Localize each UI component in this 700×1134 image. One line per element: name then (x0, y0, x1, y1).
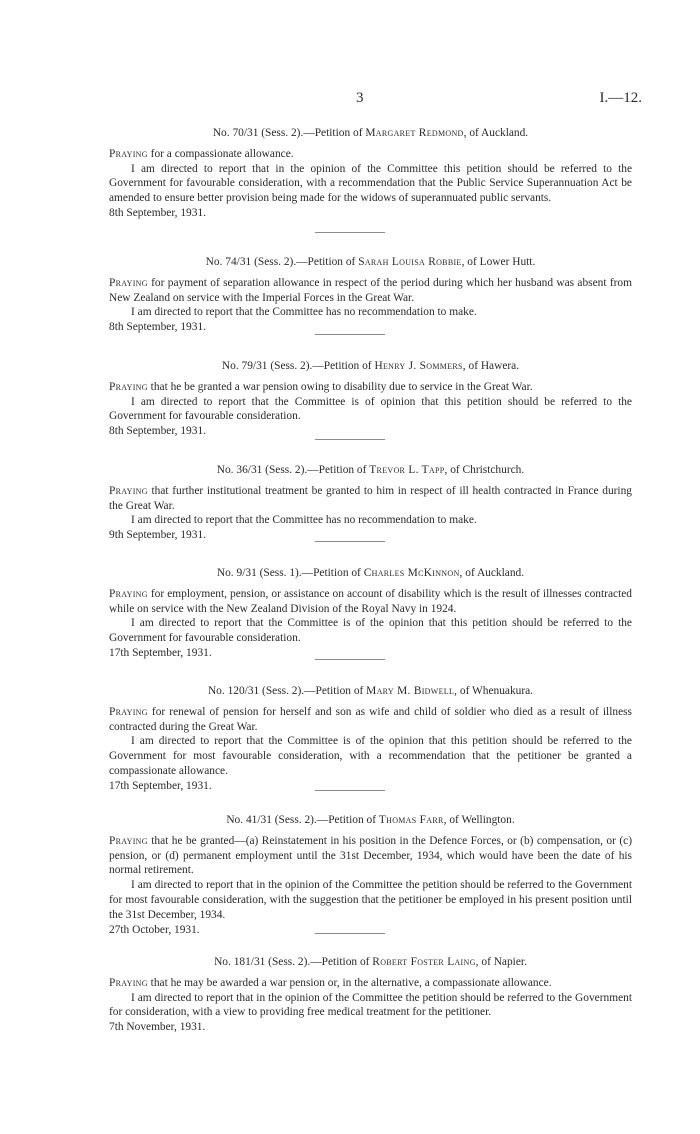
petition-title: No. 181/31 (Sess. 2).—Petition of Robert Foster Laing, of Napier. (214, 956, 527, 968)
committee-report: I am directed to report that in the opinion of the Committee the petition should be referred to the Government for consideration, with a view to providing free medical treatment for the petitioner. (109, 991, 632, 1019)
section-divider (315, 790, 385, 791)
committee-report: I am directed to report that the Committee has no recommendation to make. (131, 306, 477, 319)
petitioner-name: Henry J. Sommers (374, 360, 463, 372)
petitioner-name: Thomas Farr (378, 814, 444, 826)
petitioner-name: Mary M. Bidwell (366, 685, 455, 697)
petition-title: No. 74/31 (Sess. 2).—Petition of Sarah Louisa Robbie, of Lower Hutt. (205, 256, 536, 268)
report-date: 8th September, 1931. (109, 425, 206, 438)
petition-entry (109, 684, 632, 794)
petitioner-name: Trevor L. Tapp (369, 464, 445, 476)
petition-title: No. 41/31 (Sess. 2).—Petition of Thomas Farr, of Wellington. (226, 814, 515, 826)
petition-body (109, 380, 632, 439)
report-date: 27th October, 1931. (109, 923, 200, 936)
petitioner-name: Sarah Louisa Robbie (358, 256, 462, 268)
section-divider (315, 439, 385, 440)
praying-clause: Praying that he be granted—(a) Reinstatement in his position in the Defence Forces, or (b) compensation, or (c) pension, or (d) permanent employment until the 31st December, 1934, which would have been the date of his normal retirement. (109, 834, 632, 877)
petition-entry (109, 463, 632, 543)
committee-report: I am directed to report that the Committee has no recommendation to make. (131, 514, 477, 527)
petition-title: No. 70/31 (Sess. 2).—Petition of Margaret Redmond, of Auckland. (212, 127, 529, 139)
petition-body (109, 147, 632, 221)
praying-clause: Praying for a compassionate allowance. (109, 147, 294, 160)
report-date: 9th September, 1931. (109, 529, 206, 542)
praying-clause: Praying that further institutional treatment be granted to him in respect of ill health contracted in France during the Great War. (109, 484, 632, 512)
praying-clause: Praying for renewal of pension for herself and son as wife and child of soldier who died as a result of illness contracted during the Great War. (109, 705, 632, 733)
document-reference: I.—12. (599, 90, 642, 106)
petition-entry (109, 126, 632, 221)
report-date: 8th September, 1931. (109, 321, 206, 334)
petition-body (109, 276, 632, 335)
petition-body (109, 976, 632, 1035)
section-divider (315, 232, 385, 233)
report-date: 17th September, 1931. (109, 647, 212, 660)
petition-entry (109, 359, 632, 439)
praying-clause: Praying for payment of separation allowance in respect of the period during which her husband was absent from New Zealand on service with the Imperial Forces in the Great War. (109, 276, 632, 304)
petitioner-name: Margaret Redmond (365, 127, 464, 139)
petitioner-name: Robert Foster Laing (372, 956, 476, 968)
committee-report: I am directed to report that the Committee is of the opinion that this petition should be referred to the Government for most favourable consideration, with a recommendation that the petitioner be granted a compassionate allowance. (109, 735, 632, 778)
petition-entry (109, 813, 632, 938)
praying-clause: Praying that he may be awarded a war pension or, in the alternative, a compassionate allowance. (109, 976, 552, 989)
section-divider (315, 933, 385, 934)
petition-entry (109, 955, 632, 1035)
praying-clause: Praying that he be granted a war pension owing to disability due to service in the Great War. (109, 380, 533, 393)
petition-body (109, 484, 632, 543)
petition-title: No. 79/31 (Sess. 2).—Petition of Henry J. Sommers, of Hawera. (221, 360, 520, 372)
report-date: 17th September, 1931. (109, 779, 212, 792)
petition-title: No. 36/31 (Sess. 2).—Petition of Trevor L. Tapp, of Christchurch. (216, 464, 525, 476)
petition-entry (109, 255, 632, 335)
petition-body (109, 705, 632, 794)
report-date: 7th November, 1931. (109, 1021, 206, 1034)
petition-body (109, 587, 632, 661)
petition-entry (109, 566, 632, 661)
page-number: 3 (356, 90, 364, 106)
committee-report: I am directed to report that the Committee is of the opinion that this petition should be referred to the Government for favourable consideration. (109, 617, 632, 645)
section-divider (315, 659, 385, 660)
report-date: 8th September, 1931. (109, 207, 206, 220)
praying-clause: Praying for employment, pension, or assistance on account of disability which is the result of illnesses contracted while on service with the New Zealand Division of the Royal Navy in 1924. (109, 587, 632, 615)
section-divider (315, 334, 385, 335)
petition-title: No. 9/31 (Sess. 1).—Petition of Charles McKinnon, of Auckland. (216, 567, 525, 579)
committee-report: I am directed to report that in the opinion of the Committee the petition should be referred to the Government for most favourable consideration, with the suggestion that the petitioner be employed in his present position until the 31st December, 1934. (109, 879, 632, 921)
section-divider (315, 541, 385, 542)
petitioner-name: Charles McKinnon (363, 567, 460, 579)
petition-body (109, 834, 632, 938)
committee-report: I am directed to report that in the opinion of the Committee this petition should be referred to the Government for favourable consideration, with a recommendation that the Public Service Superannuation Act be amended to ensure better provision being made for the widows of superannuated public servants. (109, 162, 632, 205)
committee-report: I am directed to report that the Committee is of opinion that this petition should be referred to the Government for favourable consideration. (109, 395, 632, 423)
petition-title: No. 120/31 (Sess. 2).—Petition of Mary M. Bidwell, of Whenuakura. (207, 685, 534, 697)
